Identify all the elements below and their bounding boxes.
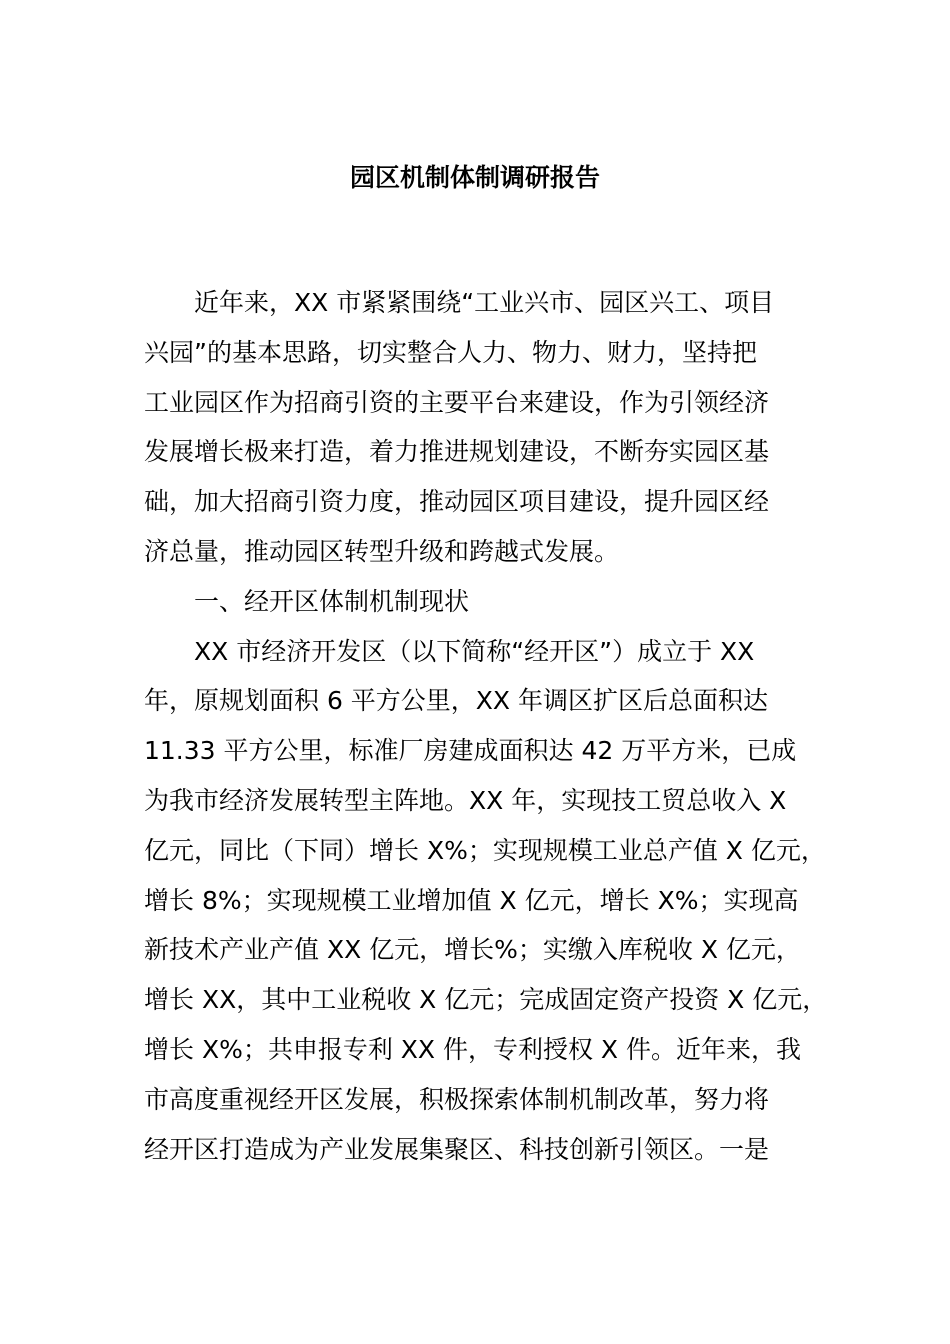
text-line: 发展增长极来打造，着力推进规划建设，不断夯实园区基	[144, 437, 770, 467]
text-line: 新技术产业产值 XX 亿元，增长%；实缴入库税收 X 亿元，	[144, 935, 801, 965]
text-line: 础，加大招商引资力度，推动园区项目建设，提升园区经	[144, 487, 770, 517]
text-line: 近年来，XX 市紧紧围绕“工业兴市、园区兴工、项目	[194, 288, 775, 317]
text-line: 市高度重视经开区发展，积极探索体制机制改革，努力将	[144, 1084, 770, 1114]
text-line: 为我市经济发展转型主阵地。XX 年，实现技工贸总收入 X	[144, 785, 787, 815]
text-line: 兴园”的基本思路，切实整合人力、物力、财力，坚持把	[144, 337, 757, 367]
text-line: 工业园区作为招商引资的主要平台来建设，作为引领经济	[144, 387, 770, 417]
text-line: 增长 X%；共申报专利 XX 件，专利授权 X 件。近年来，我	[144, 1034, 801, 1064]
text-line: 年，原规划面积 6 平方公里，XX 年调区扩区后总面积达	[144, 686, 769, 716]
text-line: 增长 8%；实现规模工业增加值 X 亿元，增长 X%；实现高	[144, 885, 799, 915]
text-line: XX 市经济开发区（以下简称“经开区”）成立于 XX	[194, 636, 755, 666]
document-body	[144, 278, 828, 1174]
text-line: 11.33 平方公里，标准厂房建成面积达 42 万平方米，已成	[144, 736, 797, 766]
document-title: 园区机制体制调研报告	[349, 163, 600, 192]
text-line: 亿元，同比（下同）增长 X%；实现规模工业总产值 X 亿元，	[144, 835, 826, 865]
text-line: 经开区打造成为产业发展集聚区、科技创新引领区。一是	[144, 1134, 770, 1164]
text-line: 济总量，推动园区转型升级和跨越式发展。	[144, 536, 620, 566]
text-line: 一、经开区体制机制现状	[194, 586, 470, 616]
text-line: 增长 XX，其中工业税收 X 亿元；完成固定资产投资 X 亿元，	[144, 985, 828, 1015]
